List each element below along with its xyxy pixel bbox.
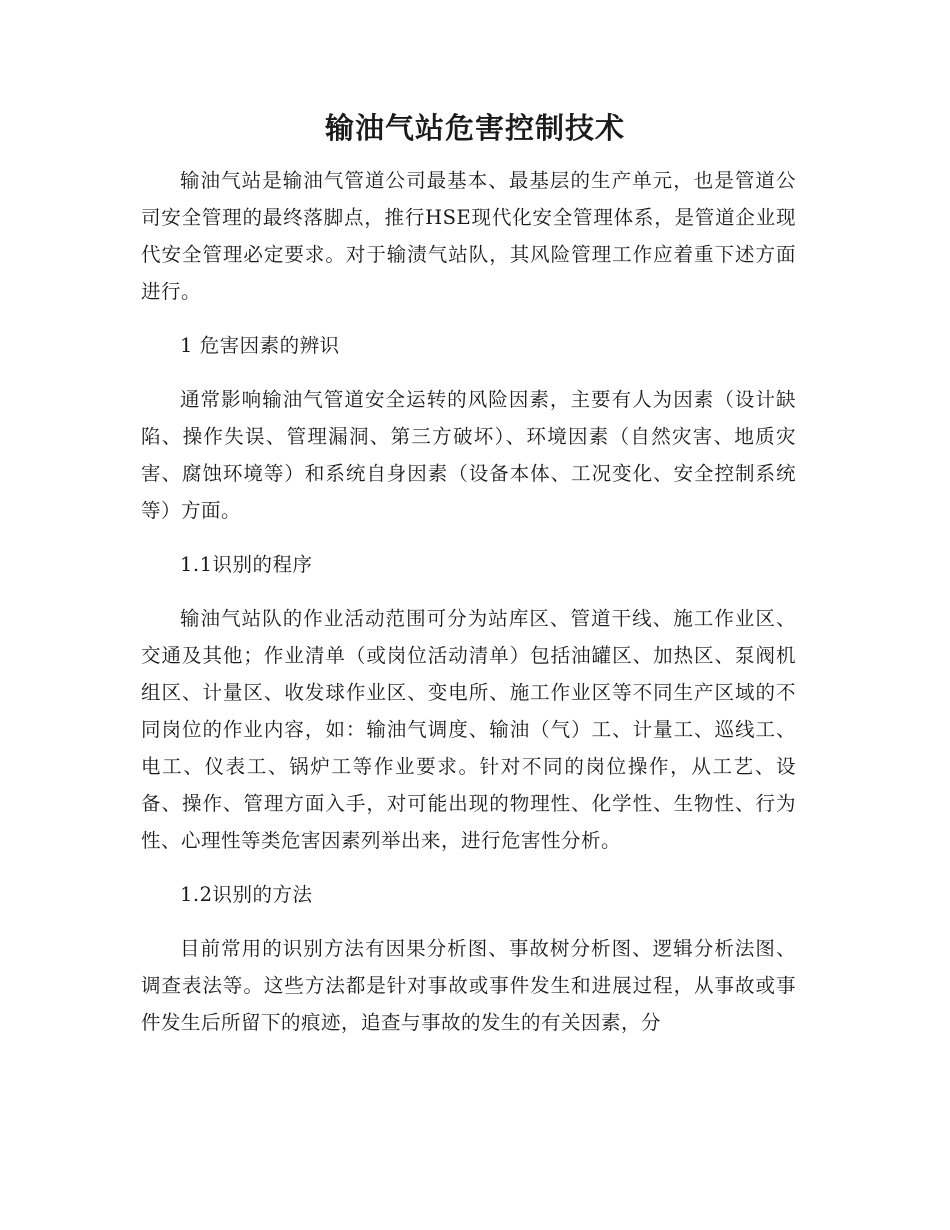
section-heading-1-1: 1.1识别的程序 xyxy=(180,553,313,576)
paragraph-methods: 目前常用的识别方法有因果分析图、事故树分析图、逻辑分析法图、调查表法等。这些方法都是针对事故或事件发生和进展过程，从事故或事件发生后所留下的痕迹，追查与事故的发生的有关因素，分 xyxy=(141,937,796,1034)
document-title: 输油气站危害控制技术 xyxy=(324,111,625,145)
paragraph-risk-factors: 通常影响输油气管道安全运转的风险因素，主要有人为因素（设计缺陷、操作失误、管理漏洞、第三方破坏）、环境因素（自然灾害、地质灾害、腐蚀环境等）和系统自身因素（设备本体、工况变化、安全控制系统等）方面。 xyxy=(141,388,796,522)
paragraph-intro: 输油气站是输油气管道公司最基本、最基层的生产单元，也是管道公司安全管理的最终落脚点，推行HSE现代化安全管理体系，是管道企业现代安全管理必定要求。对于输渍气站队，其风险管理工作应着重下述方面进行。 xyxy=(141,169,796,303)
document-body xyxy=(141,162,796,1058)
section-heading-1: 1 危害因素的辨识 xyxy=(180,334,340,357)
section-heading-1-2: 1.2识别的方法 xyxy=(180,883,313,906)
paragraph-procedure: 输油气站队的作业活动范围可分为站库区、管道干线、施工作业区、交通及其他；作业清单（或岗位活动清单）包括油罐区、加热区、泵阀机组区、计量区、收发球作业区、变电所、施工作业区等不同生产区域的不同岗位的作业内容，如：输油气调度、输油（气）工、计量工、巡线工、电工、仪表工、锅炉工等作业要求。针对不同的岗位操作，从工艺、设备、操作、管理方面入手，对可能出现的物理性、化学性、生物性、行为性、心理性等类危害因素列举出来，进行危害性分析。 xyxy=(141,607,796,852)
